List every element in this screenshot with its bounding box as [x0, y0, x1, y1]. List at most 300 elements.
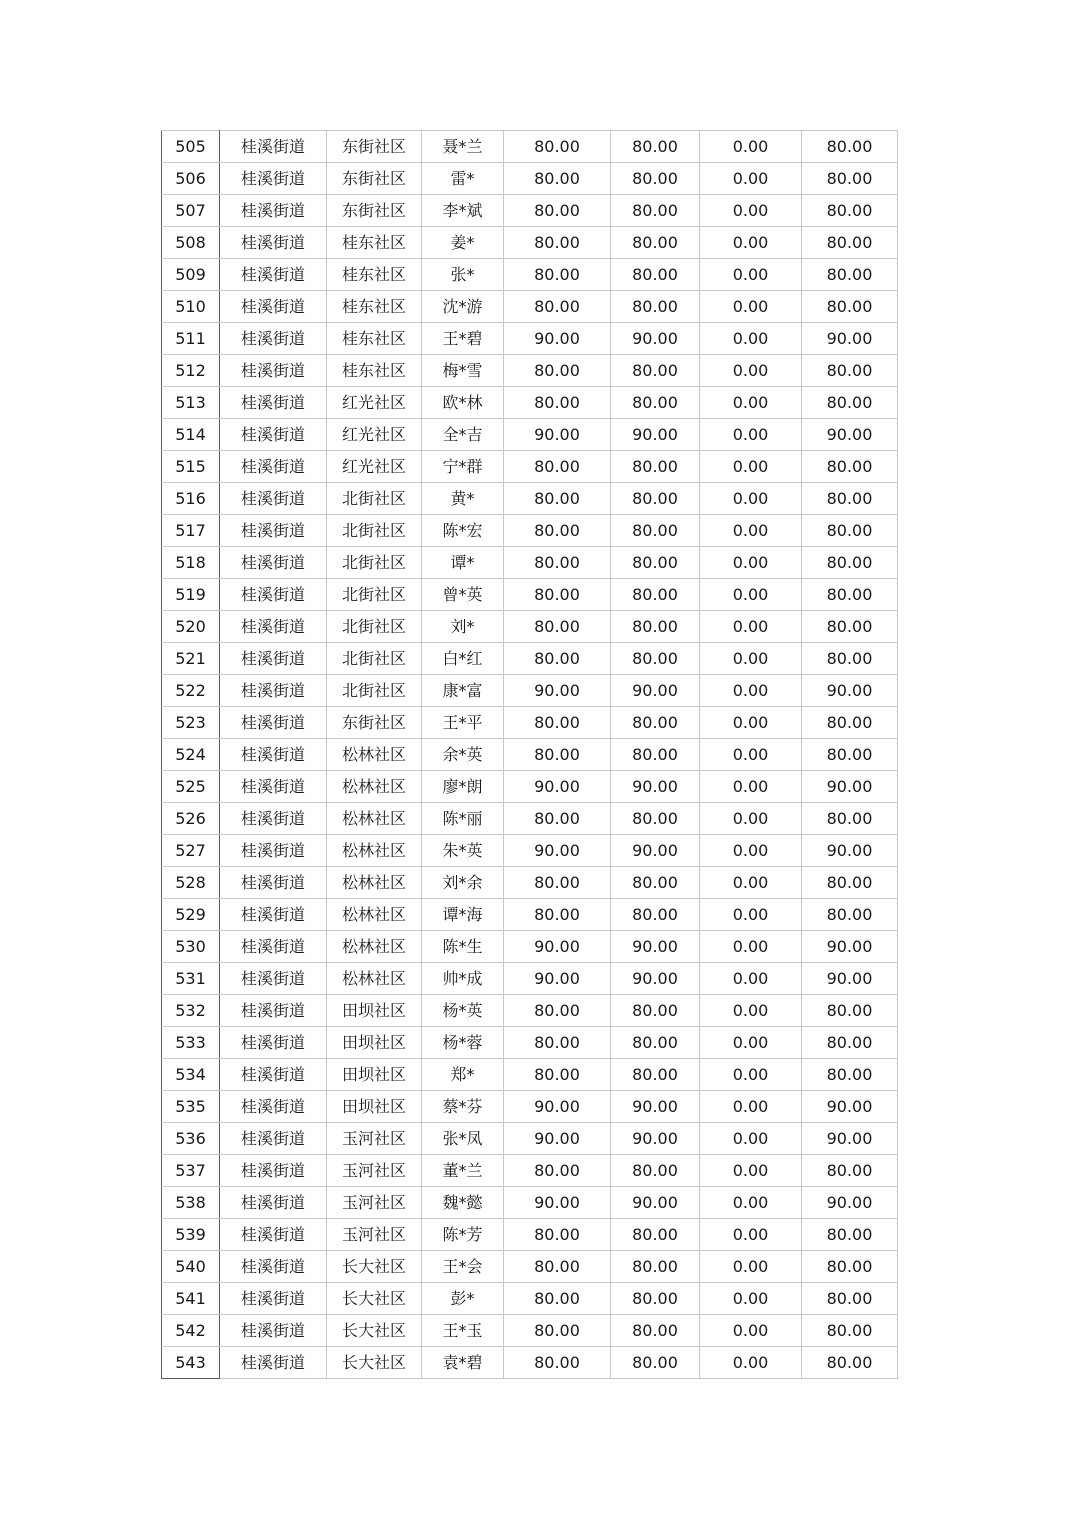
- row-number: 517: [162, 515, 220, 547]
- data-table: [161, 130, 898, 1379]
- amount-cell-3: 0.00: [700, 611, 802, 643]
- community-cell: 红光社区: [327, 419, 422, 451]
- name-cell: 谭*海: [422, 899, 504, 931]
- name-cell: 陈*芳: [422, 1219, 504, 1251]
- table-row: [162, 611, 898, 643]
- street-cell: 桂溪街道: [220, 1059, 327, 1091]
- amount-cell-1: 80.00: [504, 1251, 611, 1283]
- amount-cell-3: 0.00: [700, 1059, 802, 1091]
- amount-cell-3: 0.00: [700, 163, 802, 195]
- table-row: [162, 419, 898, 451]
- community-cell: 长大社区: [327, 1251, 422, 1283]
- amount-cell-1: 80.00: [504, 1027, 611, 1059]
- amount-cell-2: 80.00: [611, 643, 700, 675]
- amount-cell-4: 80.00: [802, 291, 898, 323]
- amount-cell-1: 80.00: [504, 1283, 611, 1315]
- amount-cell-2: 80.00: [611, 1027, 700, 1059]
- street-cell: 桂溪街道: [220, 195, 327, 227]
- name-cell: 聂*兰: [422, 131, 504, 163]
- amount-cell-3: 0.00: [700, 771, 802, 803]
- amount-cell-4: 80.00: [802, 259, 898, 291]
- street-cell: 桂溪街道: [220, 387, 327, 419]
- name-cell: 欧*林: [422, 387, 504, 419]
- amount-cell-2: 80.00: [611, 995, 700, 1027]
- amount-cell-2: 80.00: [611, 1283, 700, 1315]
- amount-cell-2: 90.00: [611, 931, 700, 963]
- amount-cell-1: 80.00: [504, 131, 611, 163]
- amount-cell-1: 90.00: [504, 931, 611, 963]
- table-row: [162, 483, 898, 515]
- street-cell: 桂溪街道: [220, 579, 327, 611]
- table-row: [162, 1123, 898, 1155]
- name-cell: 王*玉: [422, 1315, 504, 1347]
- table-row: [162, 803, 898, 835]
- community-cell: 玉河社区: [327, 1155, 422, 1187]
- amount-cell-1: 80.00: [504, 291, 611, 323]
- amount-cell-2: 80.00: [611, 131, 700, 163]
- amount-cell-2: 80.00: [611, 1315, 700, 1347]
- amount-cell-1: 80.00: [504, 227, 611, 259]
- amount-cell-1: 80.00: [504, 739, 611, 771]
- community-cell: 北街社区: [327, 547, 422, 579]
- row-number: 514: [162, 419, 220, 451]
- amount-cell-2: 80.00: [611, 1347, 700, 1379]
- amount-cell-3: 0.00: [700, 451, 802, 483]
- amount-cell-3: 0.00: [700, 995, 802, 1027]
- street-cell: 桂溪街道: [220, 515, 327, 547]
- table-row: [162, 515, 898, 547]
- amount-cell-2: 80.00: [611, 1251, 700, 1283]
- community-cell: 桂东社区: [327, 291, 422, 323]
- row-number: 535: [162, 1091, 220, 1123]
- amount-cell-1: 80.00: [504, 995, 611, 1027]
- table-row: [162, 1059, 898, 1091]
- amount-cell-3: 0.00: [700, 1027, 802, 1059]
- amount-cell-1: 90.00: [504, 835, 611, 867]
- street-cell: 桂溪街道: [220, 803, 327, 835]
- amount-cell-3: 0.00: [700, 195, 802, 227]
- amount-cell-1: 90.00: [504, 323, 611, 355]
- street-cell: 桂溪街道: [220, 1123, 327, 1155]
- street-cell: 桂溪街道: [220, 771, 327, 803]
- amount-cell-3: 0.00: [700, 259, 802, 291]
- amount-cell-3: 0.00: [700, 291, 802, 323]
- amount-cell-1: 80.00: [504, 355, 611, 387]
- amount-cell-2: 90.00: [611, 419, 700, 451]
- table-row: [162, 323, 898, 355]
- amount-cell-3: 0.00: [700, 867, 802, 899]
- name-cell: 梅*雪: [422, 355, 504, 387]
- name-cell: 郑*: [422, 1059, 504, 1091]
- street-cell: 桂溪街道: [220, 483, 327, 515]
- name-cell: 白*红: [422, 643, 504, 675]
- street-cell: 桂溪街道: [220, 163, 327, 195]
- table-row: [162, 579, 898, 611]
- table-row: [162, 739, 898, 771]
- amount-cell-3: 0.00: [700, 707, 802, 739]
- amount-cell-2: 90.00: [611, 323, 700, 355]
- street-cell: 桂溪街道: [220, 835, 327, 867]
- street-cell: 桂溪街道: [220, 1219, 327, 1251]
- amount-cell-3: 0.00: [700, 547, 802, 579]
- row-number: 522: [162, 675, 220, 707]
- amount-cell-3: 0.00: [700, 323, 802, 355]
- amount-cell-1: 80.00: [504, 1347, 611, 1379]
- amount-cell-2: 80.00: [611, 1219, 700, 1251]
- amount-cell-2: 80.00: [611, 1059, 700, 1091]
- name-cell: 沈*游: [422, 291, 504, 323]
- community-cell: 东街社区: [327, 707, 422, 739]
- amount-cell-4: 90.00: [802, 1187, 898, 1219]
- amount-cell-3: 0.00: [700, 483, 802, 515]
- amount-cell-2: 80.00: [611, 227, 700, 259]
- amount-cell-1: 90.00: [504, 1187, 611, 1219]
- name-cell: 全*吉: [422, 419, 504, 451]
- street-cell: 桂溪街道: [220, 643, 327, 675]
- street-cell: 桂溪街道: [220, 451, 327, 483]
- community-cell: 桂东社区: [327, 227, 422, 259]
- name-cell: 王*平: [422, 707, 504, 739]
- amount-cell-2: 80.00: [611, 387, 700, 419]
- community-cell: 红光社区: [327, 451, 422, 483]
- row-number: 540: [162, 1251, 220, 1283]
- row-number: 531: [162, 963, 220, 995]
- row-number: 512: [162, 355, 220, 387]
- table-row: [162, 227, 898, 259]
- street-cell: 桂溪街道: [220, 1251, 327, 1283]
- amount-cell-4: 80.00: [802, 227, 898, 259]
- amount-cell-2: 80.00: [611, 515, 700, 547]
- row-number: 509: [162, 259, 220, 291]
- amount-cell-4: 80.00: [802, 515, 898, 547]
- amount-cell-4: 80.00: [802, 1347, 898, 1379]
- community-cell: 东街社区: [327, 195, 422, 227]
- street-cell: 桂溪街道: [220, 963, 327, 995]
- street-cell: 桂溪街道: [220, 227, 327, 259]
- amount-cell-3: 0.00: [700, 739, 802, 771]
- name-cell: 康*富: [422, 675, 504, 707]
- amount-cell-2: 80.00: [611, 163, 700, 195]
- name-cell: 谭*: [422, 547, 504, 579]
- name-cell: 曾*英: [422, 579, 504, 611]
- row-number: 543: [162, 1347, 220, 1379]
- row-number: 534: [162, 1059, 220, 1091]
- amount-cell-3: 0.00: [700, 1251, 802, 1283]
- community-cell: 松林社区: [327, 867, 422, 899]
- amount-cell-2: 80.00: [611, 291, 700, 323]
- amount-cell-3: 0.00: [700, 1283, 802, 1315]
- name-cell: 蔡*芬: [422, 1091, 504, 1123]
- community-cell: 田坝社区: [327, 1027, 422, 1059]
- street-cell: 桂溪街道: [220, 131, 327, 163]
- amount-cell-3: 0.00: [700, 1347, 802, 1379]
- amount-cell-3: 0.00: [700, 675, 802, 707]
- row-number: 523: [162, 707, 220, 739]
- amount-cell-3: 0.00: [700, 899, 802, 931]
- table-row: [162, 835, 898, 867]
- amount-cell-4: 90.00: [802, 1123, 898, 1155]
- amount-cell-2: 80.00: [611, 579, 700, 611]
- row-number: 521: [162, 643, 220, 675]
- table-row: [162, 1251, 898, 1283]
- table-row: [162, 1347, 898, 1379]
- amount-cell-2: 80.00: [611, 1155, 700, 1187]
- row-number: 539: [162, 1219, 220, 1251]
- amount-cell-4: 80.00: [802, 1155, 898, 1187]
- amount-cell-2: 80.00: [611, 451, 700, 483]
- amount-cell-3: 0.00: [700, 227, 802, 259]
- table-row: [162, 387, 898, 419]
- amount-cell-4: 80.00: [802, 643, 898, 675]
- street-cell: 桂溪街道: [220, 259, 327, 291]
- amount-cell-2: 90.00: [611, 963, 700, 995]
- amount-cell-2: 80.00: [611, 259, 700, 291]
- amount-cell-1: 80.00: [504, 259, 611, 291]
- amount-cell-3: 0.00: [700, 963, 802, 995]
- table-row: [162, 931, 898, 963]
- street-cell: 桂溪街道: [220, 291, 327, 323]
- row-number: 527: [162, 835, 220, 867]
- table-row: [162, 1155, 898, 1187]
- row-number: 505: [162, 131, 220, 163]
- amount-cell-4: 80.00: [802, 483, 898, 515]
- amount-cell-3: 0.00: [700, 579, 802, 611]
- name-cell: 陈*丽: [422, 803, 504, 835]
- amount-cell-2: 80.00: [611, 867, 700, 899]
- row-number: 519: [162, 579, 220, 611]
- amount-cell-2: 80.00: [611, 483, 700, 515]
- table-row: [162, 995, 898, 1027]
- amount-cell-4: 90.00: [802, 323, 898, 355]
- community-cell: 松林社区: [327, 739, 422, 771]
- amount-cell-2: 80.00: [611, 355, 700, 387]
- community-cell: 玉河社区: [327, 1187, 422, 1219]
- table-row: [162, 547, 898, 579]
- amount-cell-4: 90.00: [802, 771, 898, 803]
- name-cell: 杨*蓉: [422, 1027, 504, 1059]
- community-cell: 玉河社区: [327, 1123, 422, 1155]
- amount-cell-1: 80.00: [504, 163, 611, 195]
- amount-cell-3: 0.00: [700, 835, 802, 867]
- community-cell: 玉河社区: [327, 1219, 422, 1251]
- community-cell: 田坝社区: [327, 995, 422, 1027]
- table-row: [162, 1187, 898, 1219]
- amount-cell-4: 80.00: [802, 1315, 898, 1347]
- row-number: 542: [162, 1315, 220, 1347]
- name-cell: 王*会: [422, 1251, 504, 1283]
- amount-cell-2: 80.00: [611, 547, 700, 579]
- name-cell: 杨*英: [422, 995, 504, 1027]
- row-number: 518: [162, 547, 220, 579]
- street-cell: 桂溪街道: [220, 995, 327, 1027]
- amount-cell-4: 80.00: [802, 163, 898, 195]
- name-cell: 朱*英: [422, 835, 504, 867]
- name-cell: 陈*生: [422, 931, 504, 963]
- amount-cell-4: 80.00: [802, 707, 898, 739]
- table-row: [162, 707, 898, 739]
- amount-cell-4: 80.00: [802, 451, 898, 483]
- street-cell: 桂溪街道: [220, 323, 327, 355]
- amount-cell-3: 0.00: [700, 643, 802, 675]
- amount-cell-1: 80.00: [504, 1059, 611, 1091]
- community-cell: 田坝社区: [327, 1059, 422, 1091]
- amount-cell-1: 90.00: [504, 771, 611, 803]
- amount-cell-4: 80.00: [802, 1219, 898, 1251]
- community-cell: 桂东社区: [327, 355, 422, 387]
- table-body: [162, 131, 898, 1379]
- community-cell: 长大社区: [327, 1347, 422, 1379]
- table-row: [162, 643, 898, 675]
- table-row: [162, 163, 898, 195]
- amount-cell-1: 90.00: [504, 675, 611, 707]
- amount-cell-1: 80.00: [504, 643, 611, 675]
- name-cell: 张*凤: [422, 1123, 504, 1155]
- amount-cell-1: 90.00: [504, 1123, 611, 1155]
- street-cell: 桂溪街道: [220, 355, 327, 387]
- row-number: 524: [162, 739, 220, 771]
- name-cell: 董*兰: [422, 1155, 504, 1187]
- amount-cell-1: 80.00: [504, 1315, 611, 1347]
- amount-cell-3: 0.00: [700, 1091, 802, 1123]
- name-cell: 刘*: [422, 611, 504, 643]
- amount-cell-1: 80.00: [504, 195, 611, 227]
- amount-cell-1: 80.00: [504, 707, 611, 739]
- amount-cell-3: 0.00: [700, 931, 802, 963]
- table-row: [162, 675, 898, 707]
- community-cell: 桂东社区: [327, 323, 422, 355]
- amount-cell-2: 90.00: [611, 1123, 700, 1155]
- community-cell: 北街社区: [327, 515, 422, 547]
- amount-cell-4: 90.00: [802, 675, 898, 707]
- table-row: [162, 963, 898, 995]
- amount-cell-2: 90.00: [611, 675, 700, 707]
- name-cell: 姜*: [422, 227, 504, 259]
- amount-cell-2: 80.00: [611, 707, 700, 739]
- amount-cell-4: 90.00: [802, 419, 898, 451]
- amount-cell-2: 90.00: [611, 771, 700, 803]
- amount-cell-1: 80.00: [504, 803, 611, 835]
- street-cell: 桂溪街道: [220, 1347, 327, 1379]
- row-number: 528: [162, 867, 220, 899]
- amount-cell-4: 80.00: [802, 739, 898, 771]
- amount-cell-4: 80.00: [802, 1059, 898, 1091]
- name-cell: 帅*成: [422, 963, 504, 995]
- street-cell: 桂溪街道: [220, 707, 327, 739]
- street-cell: 桂溪街道: [220, 1315, 327, 1347]
- row-number: 507: [162, 195, 220, 227]
- table-row: [162, 1091, 898, 1123]
- amount-cell-4: 80.00: [802, 195, 898, 227]
- name-cell: 余*英: [422, 739, 504, 771]
- row-number: 515: [162, 451, 220, 483]
- community-cell: 北街社区: [327, 611, 422, 643]
- row-number: 526: [162, 803, 220, 835]
- table-row: [162, 1315, 898, 1347]
- amount-cell-3: 0.00: [700, 419, 802, 451]
- name-cell: 李*斌: [422, 195, 504, 227]
- amount-cell-2: 80.00: [611, 195, 700, 227]
- amount-cell-2: 80.00: [611, 739, 700, 771]
- row-number: 533: [162, 1027, 220, 1059]
- amount-cell-2: 80.00: [611, 899, 700, 931]
- amount-cell-3: 0.00: [700, 355, 802, 387]
- amount-cell-1: 80.00: [504, 387, 611, 419]
- table-row: [162, 771, 898, 803]
- community-cell: 松林社区: [327, 803, 422, 835]
- row-number: 508: [162, 227, 220, 259]
- row-number: 525: [162, 771, 220, 803]
- name-cell: 袁*碧: [422, 1347, 504, 1379]
- amount-cell-4: 80.00: [802, 1027, 898, 1059]
- community-cell: 红光社区: [327, 387, 422, 419]
- community-cell: 松林社区: [327, 931, 422, 963]
- street-cell: 桂溪街道: [220, 931, 327, 963]
- row-number: 537: [162, 1155, 220, 1187]
- community-cell: 松林社区: [327, 963, 422, 995]
- name-cell: 刘*余: [422, 867, 504, 899]
- table-row: [162, 1027, 898, 1059]
- amount-cell-2: 90.00: [611, 1091, 700, 1123]
- row-number: 513: [162, 387, 220, 419]
- amount-cell-4: 80.00: [802, 867, 898, 899]
- row-number: 506: [162, 163, 220, 195]
- community-cell: 田坝社区: [327, 1091, 422, 1123]
- street-cell: 桂溪街道: [220, 1091, 327, 1123]
- table-row: [162, 291, 898, 323]
- street-cell: 桂溪街道: [220, 867, 327, 899]
- table-row: [162, 451, 898, 483]
- amount-cell-4: 90.00: [802, 931, 898, 963]
- street-cell: 桂溪街道: [220, 1027, 327, 1059]
- amount-cell-4: 90.00: [802, 963, 898, 995]
- amount-cell-3: 0.00: [700, 131, 802, 163]
- name-cell: 廖*朗: [422, 771, 504, 803]
- amount-cell-3: 0.00: [700, 1123, 802, 1155]
- community-cell: 松林社区: [327, 835, 422, 867]
- community-cell: 北街社区: [327, 675, 422, 707]
- name-cell: 宁*群: [422, 451, 504, 483]
- amount-cell-1: 80.00: [504, 483, 611, 515]
- community-cell: 长大社区: [327, 1315, 422, 1347]
- row-number: 520: [162, 611, 220, 643]
- community-cell: 东街社区: [327, 163, 422, 195]
- amount-cell-3: 0.00: [700, 1155, 802, 1187]
- amount-cell-1: 80.00: [504, 515, 611, 547]
- street-cell: 桂溪街道: [220, 899, 327, 931]
- community-cell: 北街社区: [327, 579, 422, 611]
- name-cell: 黄*: [422, 483, 504, 515]
- amount-cell-4: 80.00: [802, 131, 898, 163]
- amount-cell-4: 80.00: [802, 355, 898, 387]
- amount-cell-4: 80.00: [802, 547, 898, 579]
- amount-cell-3: 0.00: [700, 1187, 802, 1219]
- amount-cell-1: 80.00: [504, 1219, 611, 1251]
- community-cell: 北街社区: [327, 643, 422, 675]
- amount-cell-4: 80.00: [802, 579, 898, 611]
- amount-cell-1: 90.00: [504, 419, 611, 451]
- community-cell: 北街社区: [327, 483, 422, 515]
- row-number: 530: [162, 931, 220, 963]
- amount-cell-2: 80.00: [611, 611, 700, 643]
- name-cell: 陈*宏: [422, 515, 504, 547]
- row-number: 529: [162, 899, 220, 931]
- amount-cell-3: 0.00: [700, 387, 802, 419]
- street-cell: 桂溪街道: [220, 675, 327, 707]
- street-cell: 桂溪街道: [220, 1283, 327, 1315]
- community-cell: 长大社区: [327, 1283, 422, 1315]
- table-row: [162, 355, 898, 387]
- amount-cell-2: 80.00: [611, 803, 700, 835]
